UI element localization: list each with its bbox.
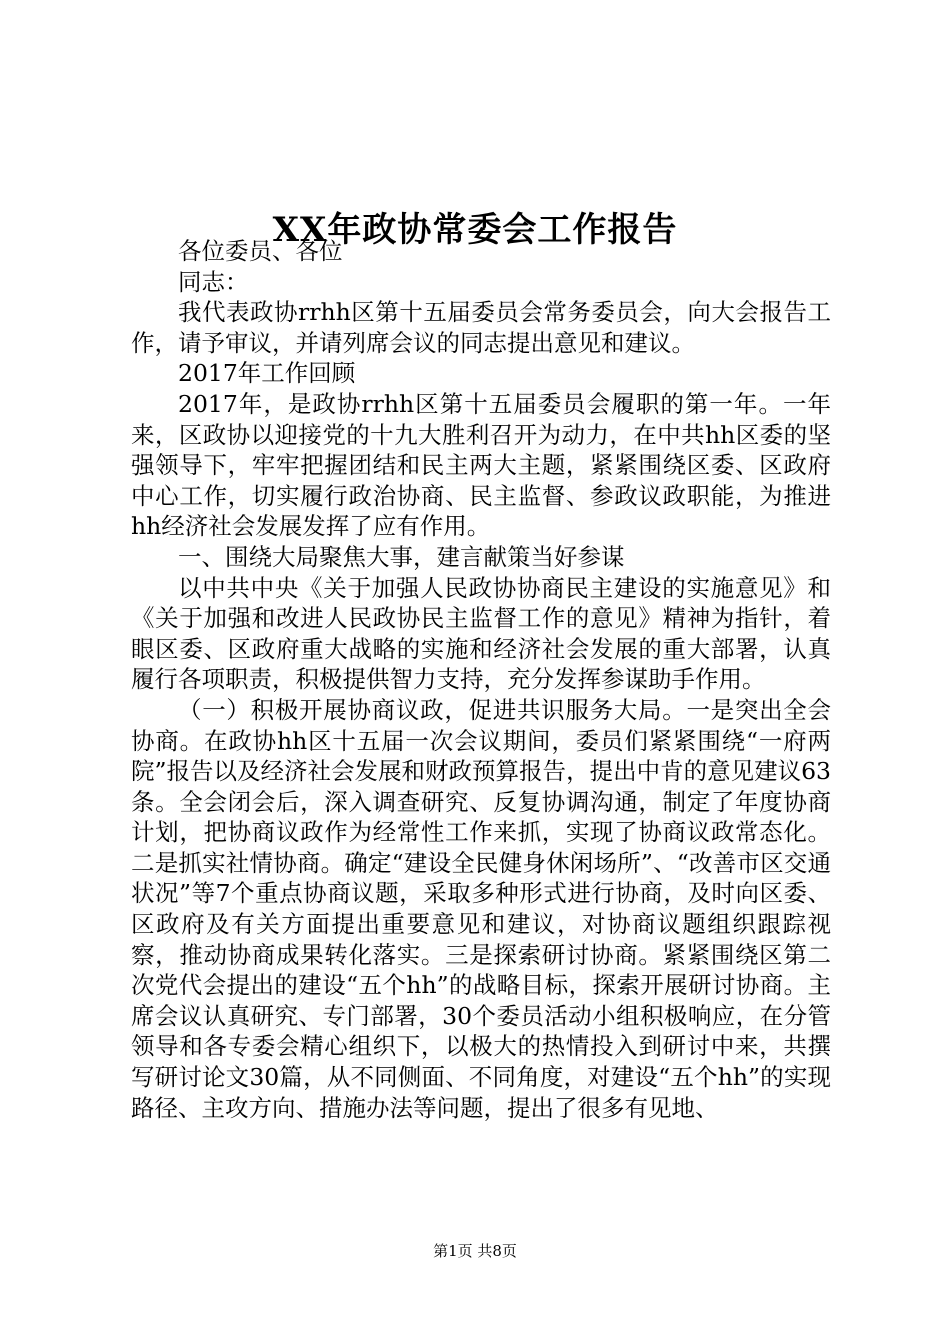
document-body	[131, 236, 831, 1123]
paragraph-review: 2017年，是政协rrhh区第十五届委员会履职的第一年。一年来，区政协以迎接党的十九大胜利召开为动力，在中共hh区委的坚强领导下，牢牢把握团结和民主两大主题，紧紧围绕区委、区政府中心工作，切实履行政治协商、民主监督、参政议政职能，为推进hh经济社会发展发挥了应有作用。	[131, 389, 831, 541]
section-heading-review: 2017年工作回顾	[178, 359, 356, 388]
paragraph-intro: 我代表政协rrhh区第十五届委员会常务委员会，向大会报告工作，请予审议，并请列席会议的同志提出意见和建议。	[131, 298, 831, 357]
paragraph-subsection-1: （一）积极开展协商议政，促进共识服务大局。一是突出全会协商。在政协hh区十五届一次会议期间，委员们紧紧围绕“一府两院”报告以及经济社会发展和财政预算报告，提出中肯的意见建议63条。全会闭会后，深入调查研究、反复协调沟通，制定了年度协商计划，把协商议政作为经常性工作来抓，实现了协商议政常态化。二是抓实社情协商。确定“建设全民健身休闲场所”、“改善市区交通状况”等7个重点协商议题，采取多种形式进行协商，及时向区委、区政府及有关方面提出重要意见和建议，对协商议题组织跟踪视察，推动协商成果转化落实。三是探索研讨协商。紧紧围绕区第二次党代会提出的建设“五个hh”的战略目标，探索开展研讨协商。主席会议认真研究、专门部署，30个委员活动小组积极响应，在分管领导和各专委会精心组织下，以极大的热情投入到研讨中来，共撰写研讨论文30篇，从不同侧面、不同角度，对建设“五个hh”的实现路径、主攻方向、措施办法等问题，提出了很多有见地、	[131, 695, 831, 1122]
paragraph-section-1: 以中共中央《关于加强人民政协协商民主建设的实施意见》和《关于加强和改进人民政协民主监督工作的意见》精神为指针，着眼区委、区政府重大战略的实施和经济社会发展的重大部署，认真履行各项职责，积极提供智力支持，充分发挥参谋助手作用。	[131, 573, 831, 694]
section-heading-1: 一、围绕大局聚焦大事，建言献策当好参谋	[178, 542, 625, 571]
paragraph-salutation-2: 同志：	[178, 267, 249, 296]
page-footer: 第1页 共8页	[433, 1242, 517, 1260]
document-title: XX年政协常委会工作报告	[272, 209, 678, 250]
paragraph-salutation-1: 各位委员、各位	[178, 237, 343, 265]
